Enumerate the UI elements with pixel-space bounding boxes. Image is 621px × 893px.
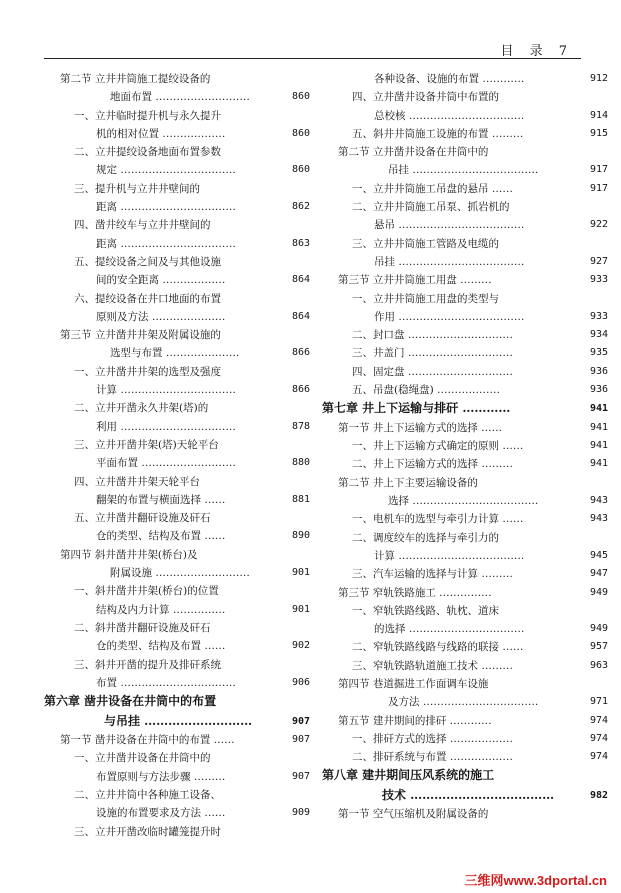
toc-page-number: 915 [589, 127, 608, 139]
toc-item-row [44, 271, 310, 289]
toc-entry-text: 第一节 井上下运输方式的选择 …… [338, 421, 503, 434]
toc-page-number: 864 [291, 310, 310, 322]
toc-item-row [44, 381, 310, 399]
toc-entry-text: 技术 ……………………………… [382, 787, 555, 802]
toc-entry-text: 一、立井井筒施工吊盘的悬吊 …… [352, 182, 513, 195]
toc-item-row [44, 582, 310, 600]
toc-item-row [44, 509, 310, 527]
toc-item-row [322, 125, 608, 143]
toc-item-row [44, 235, 310, 253]
toc-item-row [322, 547, 608, 565]
toc-page-number: 934 [589, 329, 608, 341]
toc-page-number: 949 [589, 623, 608, 635]
toc-entry-text: 四、立井凿井设备井筒中布置的 [352, 91, 499, 104]
toc-page-number: 909 [291, 807, 310, 819]
toc-entry-text: 二、调度绞车的选择与牵引力的 [352, 531, 499, 544]
toc-item-row [44, 161, 310, 179]
toc-entry-text: 第三节 立井井筒施工用盘 ……… [338, 274, 492, 287]
toc-entry-text: 五、立井凿井翻矸设施及矸石 [74, 512, 211, 525]
toc-entry-text: 三、斜井开凿的提升及排矸系统 [74, 658, 221, 671]
toc-entry-text: 二、窄轨铁路线路与线路的联接 …… [352, 641, 524, 654]
toc-entry-text: 各种设备、设施的布置 ………… [374, 73, 525, 85]
toc-page-number: 941 [589, 440, 608, 452]
toc-entry-text: 二、立井井筒施工吊泵、抓岩机的 [352, 201, 510, 214]
toc-page-number: 943 [589, 495, 608, 507]
toc-item-row [44, 436, 310, 454]
toc-entry-text: 二、立井井筒中各种施工设备、 [74, 788, 221, 801]
toc-section-row [322, 271, 608, 289]
toc-item-row [322, 107, 608, 125]
toc-entry-text: 三、立井开凿改临时罐笼提升时 [74, 825, 221, 838]
toc-chapter-row [44, 692, 310, 712]
toc-entry-text: 第二节 立井凿井设备在井筒中的 [338, 146, 489, 159]
toc-entry-text: 二、立井提绞设备地面布置参数 [74, 146, 221, 159]
toc-page-number: 974 [589, 714, 608, 726]
toc-entry-text: 第四节 巷道掘进工作面调车设施 [338, 678, 489, 690]
toc-entry-text: 二、排矸系统与布置 ……………… [352, 751, 513, 764]
toc-section-row [44, 326, 310, 344]
toc-entry-text: 一、立井凿井井架的选型及强度 [74, 365, 221, 378]
toc-entry-text: 距离 …………………………… [96, 201, 236, 214]
toc-item-row [322, 638, 608, 656]
toc-section-row [322, 419, 608, 437]
toc-section-row [44, 70, 310, 88]
toc-page-number: 917 [589, 182, 608, 194]
toc-entry-text: 第八章 建井期间压风系统的施工 [322, 768, 495, 783]
toc-section-row [322, 675, 608, 693]
toc-section-row [44, 344, 310, 362]
toc-item-row [44, 473, 310, 491]
toc-page-number: 941 [589, 403, 608, 415]
toc-entry-text: 第六章 凿井设备在井筒中的布置 [44, 694, 217, 709]
toc-item-row [322, 381, 608, 399]
toc-item-row [44, 454, 310, 472]
toc-entry-text: 结构及内力计算 …………… [96, 603, 226, 616]
toc-entry-text: 三、井盖门 ………………………… [352, 347, 513, 360]
toc-page-number: 860 [291, 127, 310, 139]
toc-page-number: 943 [589, 513, 608, 525]
toc-page-number: 949 [589, 586, 608, 598]
toc-item-row [322, 437, 608, 455]
toc-entry-text: 三、窄轨铁路轨道施工技术 ……… [352, 659, 513, 672]
toc-page-number: 866 [291, 384, 310, 396]
toc-left-column [44, 70, 310, 841]
toc-entry-text: 四、固定盘 ………………………… [352, 365, 513, 378]
toc-item-row [322, 216, 608, 234]
toc-entry-text: 翻架的布置与横面选择 …… [96, 493, 226, 506]
toc-entry-text: 五、吊盘(稳绳盘) ……………… [352, 384, 501, 397]
toc-item-row [322, 290, 608, 308]
toc-page-number: 906 [291, 676, 310, 688]
toc-item-row [44, 290, 310, 308]
toc-item-row [44, 198, 310, 216]
toc-entry-text: 平面布置 ……………………… [96, 457, 236, 470]
toc-entry-text: 地面布置 ……………………… [110, 91, 250, 104]
toc-page-number: 901 [291, 603, 310, 615]
toc-entry-text: 计算 …………………………… [96, 384, 236, 397]
toc-entry-text: 与吊挂 ……………………… [104, 713, 253, 728]
toc-entry-text: 一、窄轨铁路线路、轨枕、道床 [352, 604, 499, 617]
toc-section-row [44, 731, 310, 749]
toc-item-row [322, 88, 608, 106]
page-header [0, 0, 621, 60]
toc-entry-text: 机的相对位置 ……………… [96, 127, 226, 140]
toc-item-row [44, 143, 310, 161]
toc-entry-text: 一、排矸方式的选择 ……………… [352, 732, 513, 745]
toc-entry-text: 选型与布置 ………………… [110, 347, 240, 360]
toc-page-number: 922 [589, 219, 608, 231]
toc-chapter-row [44, 712, 310, 732]
toc-page-number: 936 [589, 384, 608, 396]
toc-item-row [44, 418, 310, 436]
toc-page-number: 945 [589, 549, 608, 561]
toc-entry-text: 第三节 立井凿井井架及附属设施的 [60, 329, 221, 342]
toc-item-row [44, 637, 310, 655]
toc-item-row [322, 70, 608, 88]
toc-section-row [322, 474, 608, 492]
toc-entry-text: 一、立井临时提升机与永久提升 [74, 109, 221, 122]
toc-item-row [44, 253, 310, 271]
toc-page-number: 974 [589, 732, 608, 744]
toc-entry-text: 作用 ……………………………… [374, 310, 525, 323]
toc-item-row [322, 730, 608, 748]
toc-item-row [44, 768, 310, 786]
toc-entry-text: 吊挂 ……………………………… [374, 255, 525, 268]
toc-entry-text: 的选择 …………………………… [374, 623, 525, 636]
toc-section-row [322, 712, 608, 730]
toc-item-row [44, 216, 310, 234]
toc-entry-text: 第一节 凿井设备在井筒中的布置 …… [60, 734, 235, 747]
toc-entry-text: 规定 …………………………… [96, 164, 236, 177]
toc-page-number: 982 [589, 789, 608, 801]
toc-entry-text: 四、立井凿井井架天轮平台 [74, 475, 200, 488]
toc-page-number: 860 [291, 164, 310, 176]
toc-section-row [44, 564, 310, 582]
toc-item-row [322, 253, 608, 271]
toc-page-number: 974 [589, 751, 608, 763]
toc-section-row [322, 492, 608, 510]
toc-item-row [322, 748, 608, 766]
toc-item-row [44, 308, 310, 326]
toc-item-row [322, 198, 608, 216]
toc-entry-text: 吊挂 ……………………………… [388, 164, 539, 177]
toc-entry-text: 第一节 空气压缩机及附属设备的 [338, 808, 489, 821]
toc-item-row [322, 602, 608, 620]
toc-page-number: 880 [291, 457, 310, 469]
toc-item-row [322, 363, 608, 381]
toc-item-row [322, 529, 608, 547]
toc-section-row [322, 584, 608, 602]
toc-entry-text: 附属设施 ……………………… [110, 567, 250, 580]
toc-page-number: 862 [291, 201, 310, 213]
toc-item-row [44, 749, 310, 767]
toc-item-row [322, 308, 608, 326]
toc-page-number: 864 [291, 274, 310, 286]
toc-chapter-row [322, 766, 608, 786]
toc-page-number: 963 [589, 659, 608, 671]
toc-item-row [322, 620, 608, 638]
toc-item-row [322, 510, 608, 528]
toc-page-number: 971 [589, 696, 608, 708]
toc-page-number: 901 [291, 567, 310, 579]
toc-entry-text: 五、提绞设备之间及与其他设施 [74, 255, 221, 268]
toc-entry-text: 六、提绞设备在井口地面的布置 [74, 292, 221, 305]
toc-page-number: 907 [291, 715, 310, 727]
toc-section-row [322, 161, 608, 179]
watermark: 三维网www.3dportal.cn [464, 873, 607, 888]
toc-entry-text: 二、井上下运输方式的选择 ……… [352, 458, 513, 471]
toc-entry-text: 三、立井井筒施工管路及电缆的 [352, 237, 499, 250]
toc-right-column [322, 70, 608, 824]
toc-page-number: 933 [589, 310, 608, 322]
toc-page-number: 860 [291, 91, 310, 103]
toc-entry-text: 总校核 …………………………… [374, 109, 525, 122]
toc-section-row [44, 546, 310, 564]
running-header: 目 录 7 [500, 44, 573, 59]
toc-entry-text: 原则及方法 ………………… [96, 310, 226, 323]
toc-page-number: 935 [589, 347, 608, 359]
toc-item-row [322, 455, 608, 473]
toc-item-row [322, 180, 608, 198]
toc-page-number: 947 [589, 568, 608, 580]
toc-entry-text: 一、立井凿井设备在井筒中的 [74, 752, 211, 765]
toc-entry-text: 第四节 斜井凿井井架(桥台)及 [60, 548, 198, 561]
toc-page-number: 936 [589, 365, 608, 377]
toc-entry-text: 三、提升机与立井井壁间的 [74, 182, 200, 195]
toc-entry-text: 第五节 建井期间的排矸 ………… [338, 714, 492, 727]
toc-page-number: 890 [291, 530, 310, 542]
toc-entry-text: 第二节 立井井筒施工提绞设备的 [60, 73, 211, 85]
toc-entry-text: 仓的类型、结构及布置 …… [96, 530, 226, 543]
toc-item-row [322, 326, 608, 344]
toc-entry-text: 利用 …………………………… [96, 420, 236, 433]
toc-entry-text: 四、凿井绞车与立井井壁间的 [74, 219, 211, 232]
toc-chapter-row [322, 399, 608, 419]
toc-page-number: 881 [291, 493, 310, 505]
toc-section-row [44, 88, 310, 106]
toc-item-row [44, 527, 310, 545]
toc-item-row [322, 565, 608, 583]
toc-entry-text: 悬吊 ……………………………… [374, 219, 525, 232]
toc-section-row [322, 143, 608, 161]
toc-page-number: 863 [291, 237, 310, 249]
toc-entry-text: 二、斜井凿井翻矸设施及矸石 [74, 621, 211, 634]
toc-page-number: 907 [291, 734, 310, 746]
toc-entry-text: 计算 ……………………………… [374, 549, 525, 562]
toc-entry-text: 一、井上下运输方式确定的原则 …… [352, 440, 524, 453]
toc-page-number: 902 [291, 640, 310, 652]
toc-entry-text: 间的安全距离 ……………… [96, 274, 226, 287]
toc-entry-text: 布置原则与方法步骤 ……… [96, 770, 226, 783]
toc-entry-text: 选择 ……………………………… [388, 495, 539, 508]
toc-section-row [322, 693, 608, 711]
toc-item-row [44, 823, 310, 841]
toc-item-row [44, 399, 310, 417]
toc-entry-text: 二、封口盘 ………………………… [352, 329, 513, 342]
toc-item-row [44, 786, 310, 804]
toc-page-number: 957 [589, 641, 608, 653]
toc-entry-text: 仓的类型、结构及布置 …… [96, 640, 226, 653]
toc-chapter-row [322, 786, 608, 806]
toc-page-number: 941 [589, 421, 608, 433]
toc-item-row [44, 107, 310, 125]
toc-item-row [44, 491, 310, 509]
toc-entry-text: 三、立井开凿井架(塔)天轮平台 [74, 438, 219, 451]
toc-section-row [322, 805, 608, 823]
toc-item-row [322, 344, 608, 362]
toc-entry-text: 一、斜井凿井井架(桥台)的位置 [74, 585, 219, 598]
toc-page-number: 912 [589, 73, 608, 84]
toc-item-row [44, 656, 310, 674]
toc-item-row [44, 125, 310, 143]
toc-item-row [44, 674, 310, 692]
toc-entry-text: 五、斜井井筒施工设施的布置 ……… [352, 127, 524, 140]
toc-page-number: 907 [291, 770, 310, 782]
toc-page-number: 914 [589, 109, 608, 121]
toc-page-number: 917 [589, 164, 608, 176]
toc-page-number: 866 [291, 347, 310, 359]
toc-entry-text: 三、汽车运输的选择与计算 ……… [352, 568, 513, 581]
header-rule [44, 58, 581, 59]
toc-page-number: 878 [291, 420, 310, 432]
toc-item-row [44, 601, 310, 619]
toc-item-row [322, 235, 608, 253]
toc-entry-text: 一、电机车的选型与牵引力计算 …… [352, 513, 524, 526]
toc-item-row [44, 180, 310, 198]
toc-entry-text: 设施的布置要求及方法 …… [96, 807, 226, 820]
toc-entry-text: 距离 …………………………… [96, 237, 236, 250]
toc-entry-text: 第七章 井上下运输与排矸 ………… [322, 401, 511, 416]
toc-page-number: 941 [589, 458, 608, 470]
toc-entry-text: 第三节 窄轨铁路施工 …………… [338, 586, 492, 599]
toc-item-row [44, 804, 310, 822]
toc-page-number: 933 [589, 274, 608, 286]
toc-entry-text: 二、立井开凿永久井架(塔)的 [74, 402, 209, 415]
toc-entry-text: 及方法 …………………………… [388, 696, 539, 709]
toc-entry-text: 第二节 井上下主要运输设备的 [338, 476, 478, 489]
toc-entry-text: 布置 …………………………… [96, 676, 236, 689]
toc-item-row [44, 363, 310, 381]
toc-page-number: 927 [589, 255, 608, 267]
toc-entry-text: 一、立井井筒施工用盘的类型与 [352, 292, 499, 305]
toc-item-row [322, 657, 608, 675]
toc-item-row [44, 619, 310, 637]
